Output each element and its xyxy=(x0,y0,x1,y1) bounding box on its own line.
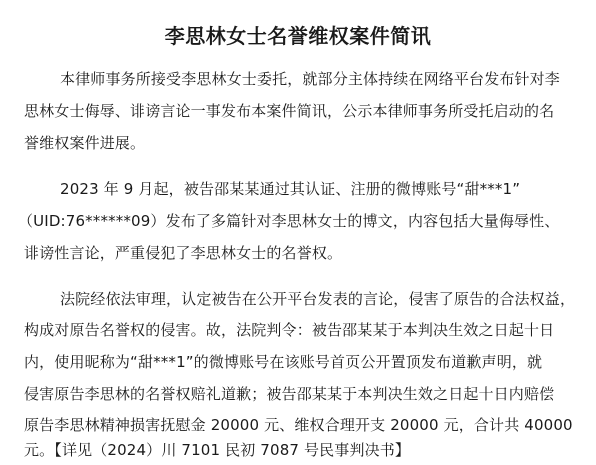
paragraph-2-line-2: （UID:76******09）发布了多篇针对李思林女士的博文，内容包括大量侮辱性、 xyxy=(18,212,560,230)
paragraph-3-line-6: 元。【详见（2024）川 7101 民初 7087 号民事判决书】 xyxy=(24,441,411,459)
paragraph-3-line-2: 构成对原告名誉权的侵害。故，法院判令：被告邵某某于本判决生效之日起十日 xyxy=(24,321,555,339)
paragraph-3-line-4: 侵害原告李思林的名誉权赔礼道歉；被告邵某某于本判决生效之日起十日内赔偿 xyxy=(24,385,555,403)
paragraph-3-line-3: 内，使用昵称为“甜***1”的微博账号在该账号首页公开置顶发布道歉声明，就 xyxy=(24,353,543,371)
document-title: 李思林女士名誉维权案件简讯 xyxy=(164,24,432,48)
paragraph-3-line-1: 法院经依法审理，认定被告在公开平台发表的言论，侵害了原告的合法权益， xyxy=(60,290,576,308)
paragraph-2-line-1: 2023 年 9 月起，被告邵某某通过其认证、注册的微博账号“甜***1” xyxy=(60,180,521,198)
paragraph-1-line-3: 誉维权案件进展。 xyxy=(24,134,146,152)
paragraph-2-line-3: 诽谤性言论，严重侵犯了李思林女士的名誉权。 xyxy=(24,244,343,262)
paragraph-1-line-2: 思林女士侮辱、诽谤言论一事发布本案件简讯，公示本律师事务所受托启动的名 xyxy=(24,102,555,120)
paragraph-1-line-1: 本律师事务所接受李思林女士委托，就部分主体持续在网络平台发布针对李 xyxy=(60,70,560,88)
paragraph-3-line-5: 原告李思林精神损害抚慰金 20000 元、维权合理开支 20000 元，合计共 40000 xyxy=(24,416,573,434)
